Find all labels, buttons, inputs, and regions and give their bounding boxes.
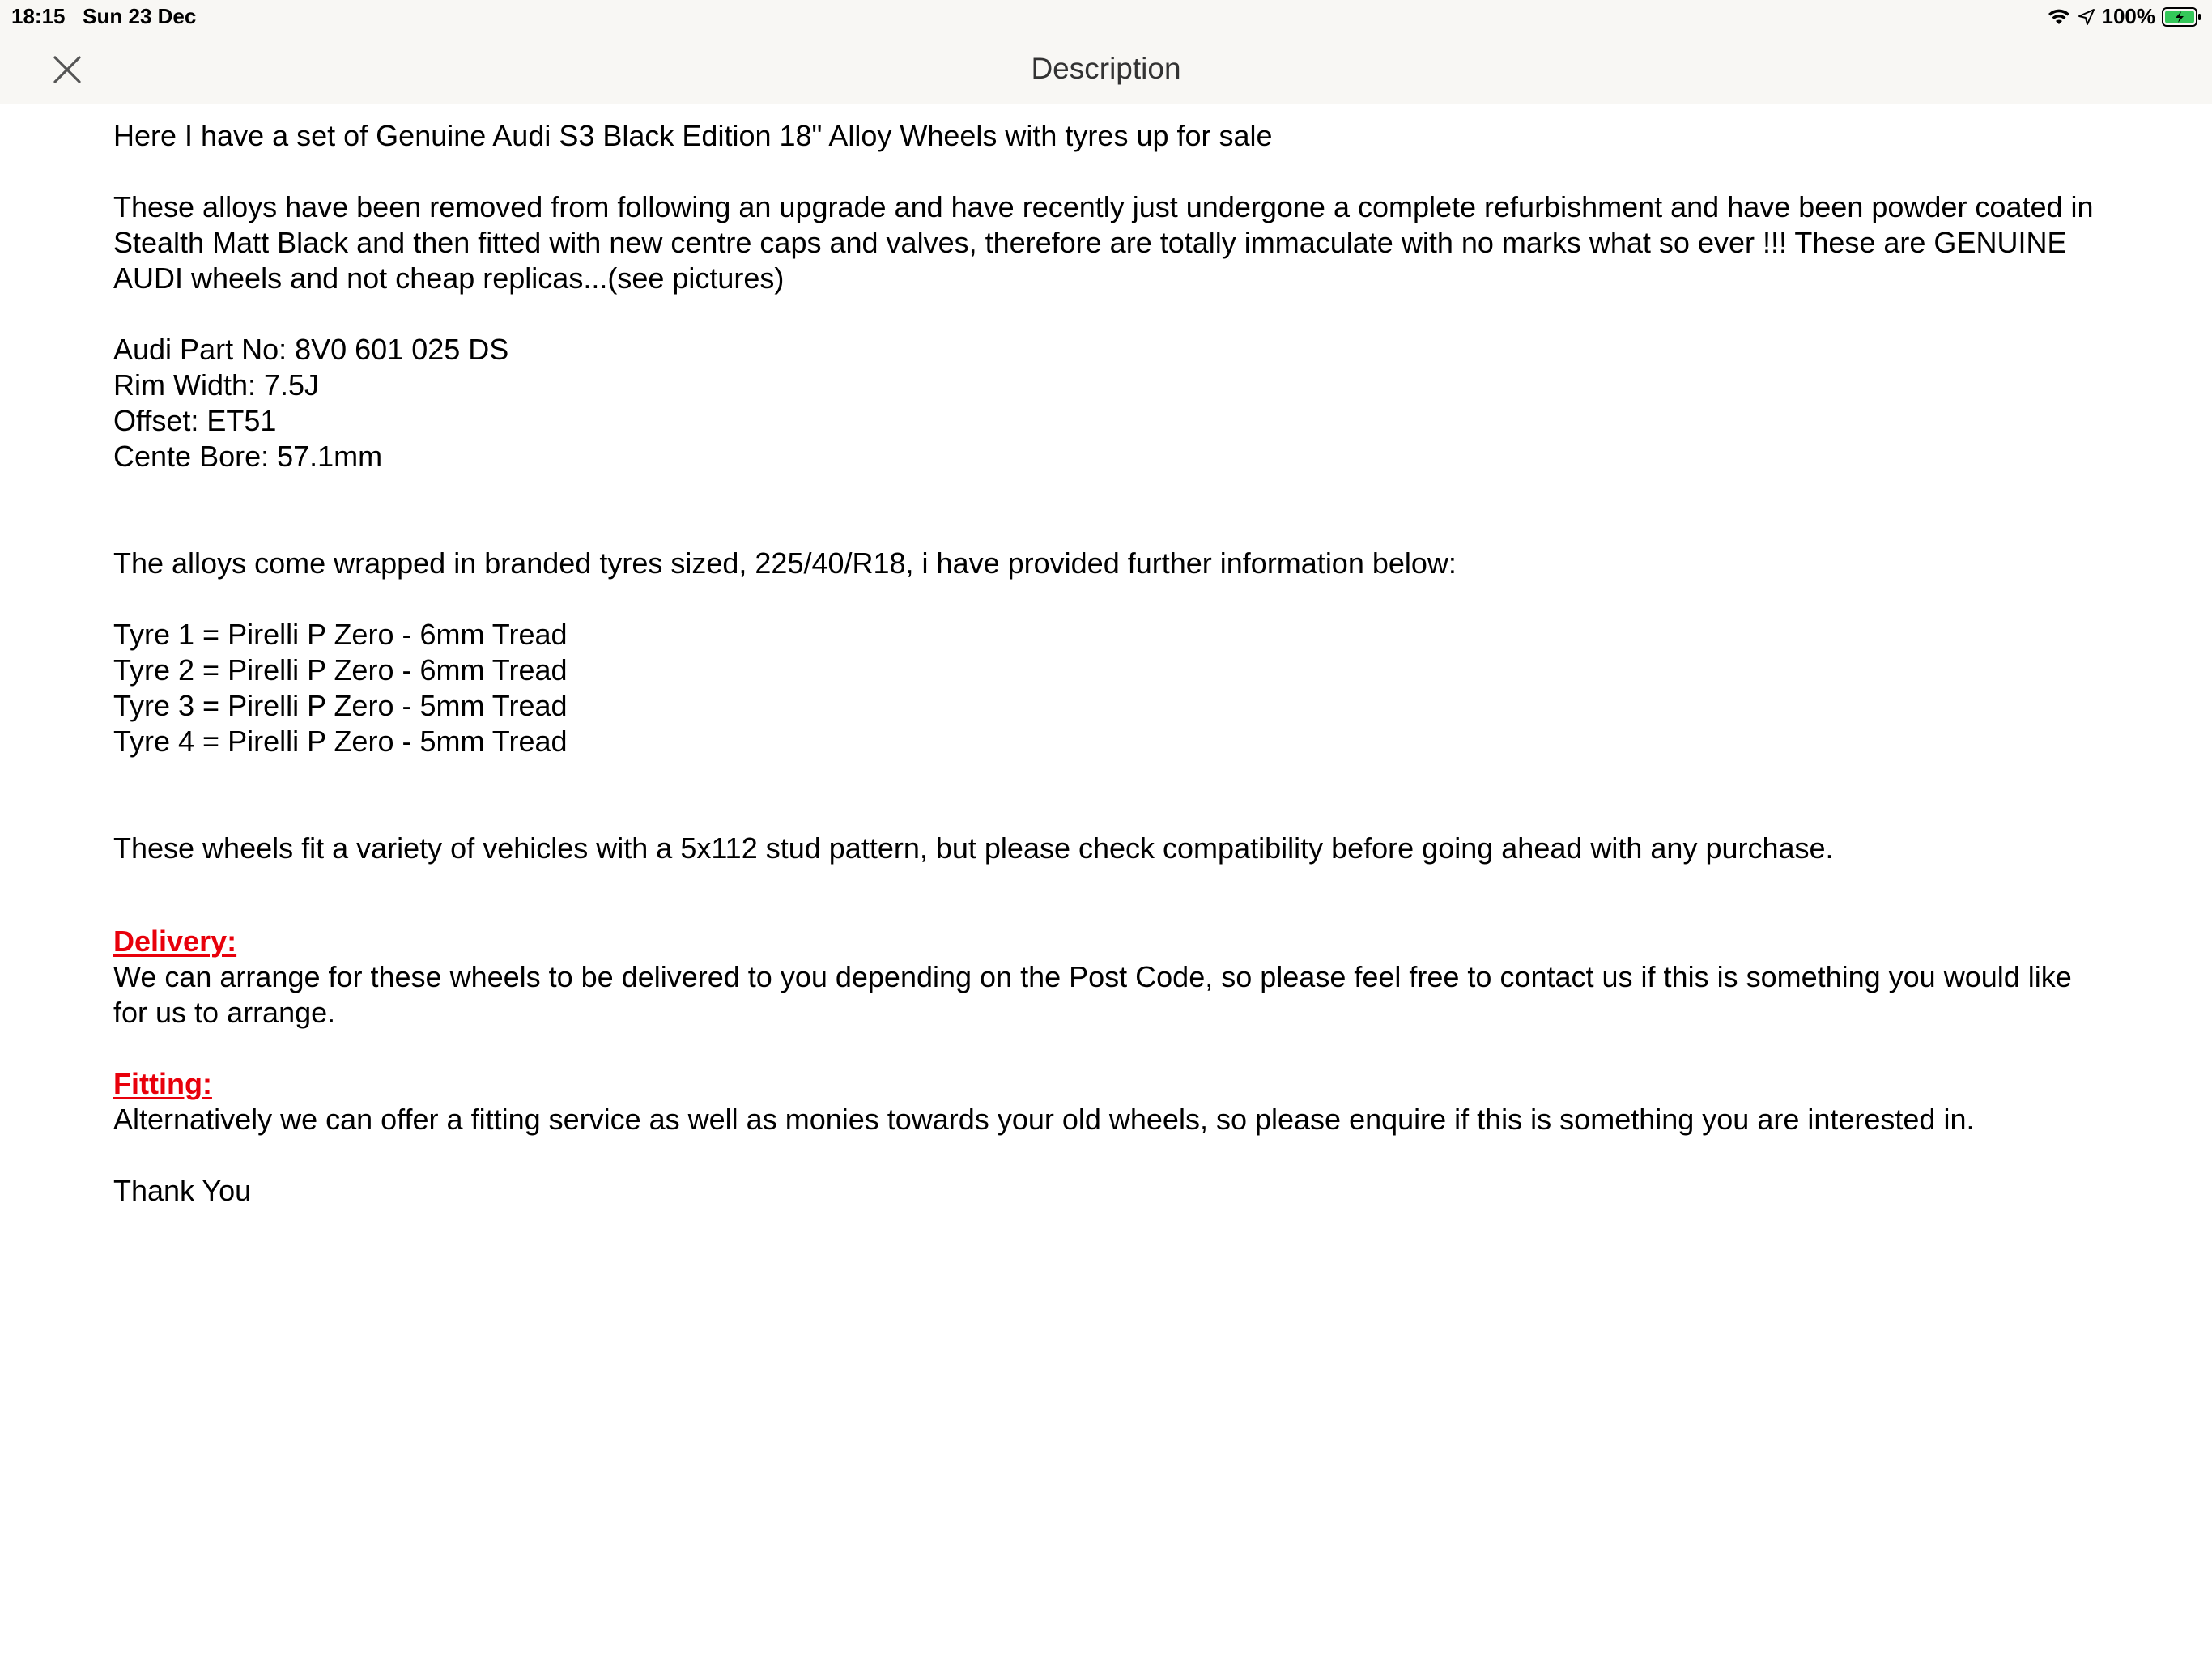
status-date: Sun 23 Dec (83, 4, 197, 28)
tyre-line-1: Tyre 1 = Pirelli P Zero - 6mm Tread (113, 618, 568, 651)
fitting-heading: Fitting: (113, 1067, 212, 1100)
status-bar (0, 0, 2212, 37)
spec-offset: Offset: ET51 (113, 404, 277, 437)
closing-text: Thank You (113, 1174, 252, 1207)
tyre-line-3: Tyre 3 = Pirelli P Zero - 5mm Tread (113, 689, 568, 722)
navigation-bar (0, 37, 2212, 104)
status-indicators (2047, 4, 2203, 29)
wifi-icon (2047, 8, 2071, 26)
tyre-line-4: Tyre 4 = Pirelli P Zero - 5mm Tread (113, 725, 568, 758)
spec-part-number: Audi Part No: 8V0 601 025 DS (113, 333, 509, 366)
battery-percentage: 100% (2101, 4, 2155, 28)
tyre-line-2: Tyre 2 = Pirelli P Zero - 6mm Tread (113, 653, 568, 687)
page-title: Description (1031, 52, 1181, 85)
fitment-text: These wheels fit a variety of vehicles with a 5x112 stud pattern, but please check compatibility before going ahead with any purchase. (113, 831, 1834, 865)
tyres-intro-text: The alloys come wrapped in branded tyres sized, 225/40/R18, i have provided further information below: (113, 546, 1457, 580)
delivery-text: We can arrange for these wheels to be delivered to you depending on the Post Code, so please feel free to contact us if this is something you would like for us to arrange. (113, 960, 2072, 1029)
status-time-date (11, 4, 196, 29)
battery-charging-icon (2162, 7, 2202, 27)
description-body (113, 118, 2105, 1209)
status-time: 18:15 (11, 4, 66, 28)
fitting-text: Alternatively we can offer a fitting service as well as monies towards your old wheels, so please enquire if this is something you are interested in. (113, 1103, 1975, 1136)
delivery-heading: Delivery: (113, 925, 237, 958)
location-arrow-icon (2078, 8, 2095, 26)
condition-text: These alloys have been removed from following an upgrade and have recently just undergone a complete refurbishment and have been powder coated in Stealth Matt Black and then fitted with new centre caps and valves, therefore are totally immaculate with no marks what so ever !!! These are GENUINE AUDI wheels and not cheap replicas...(see pictures) (113, 190, 2094, 295)
spec-rim-width: Rim Width: 7.5J (113, 368, 320, 402)
spec-centre-bore: Cente Bore: 57.1mm (113, 440, 383, 473)
intro-text: Here I have a set of Genuine Audi S3 Black Edition 18" Alloy Wheels with tyres up for sale (113, 119, 1273, 152)
